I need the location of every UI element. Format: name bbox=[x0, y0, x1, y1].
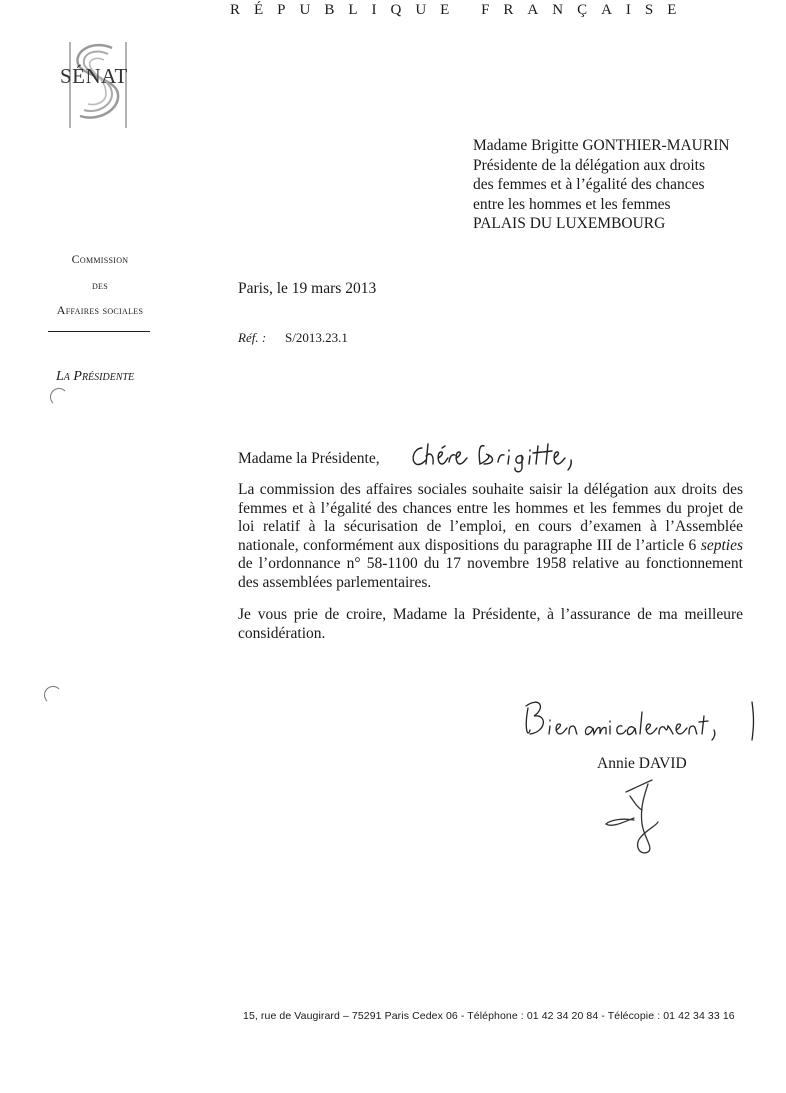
sender-title: La Présidente bbox=[56, 369, 135, 384]
addressee-title-3: entre les hommes et les femmes bbox=[473, 195, 671, 213]
commission-divider bbox=[48, 331, 150, 332]
addressee-name: Madame Brigitte GONTHIER-MAURIN bbox=[473, 137, 730, 154]
logo-text: SÉNAT bbox=[60, 64, 128, 88]
reference-value: S/2013.23.1 bbox=[285, 330, 348, 345]
footer-address: 15, rue de Vaugirard – 75291 Paris Cedex 06 - Téléphone : 01 42 34 20 84 - Télécopie : 01 42 34 33 16 bbox=[243, 1010, 735, 1022]
signatory-name: Annie DAVID bbox=[597, 755, 687, 772]
addressee-title: Présidente de la délégation aux droits bbox=[473, 156, 706, 174]
addressee-title-2: des femmes et à l’égalité des chances bbox=[473, 176, 705, 193]
punch-hole bbox=[44, 686, 62, 704]
commission-line-1: Commission bbox=[71, 252, 129, 266]
body-text-2: de l’ordonnance n° 58-1100 du 17 novembre 1958 relative au fonctionnement des assemblées parlementaires. bbox=[238, 555, 743, 591]
handwritten-greeting bbox=[408, 438, 583, 477]
commission-line-3: Affaires sociales bbox=[56, 303, 144, 317]
addressee-place: PALAIS DU LUXEMBOURG bbox=[473, 215, 666, 232]
addressee-block bbox=[473, 136, 730, 234]
reference-label: Réf. : bbox=[238, 330, 267, 345]
republic-header: RÉPUBLIQUE FRANÇAISE bbox=[230, 2, 691, 18]
sender-commission bbox=[40, 247, 160, 324]
closing-paragraph: Je vous prie de croire, Madame la Présidente, à l’assurance de ma meilleure considération. bbox=[238, 606, 743, 642]
commission-line-2: des bbox=[91, 277, 108, 292]
reference bbox=[238, 330, 348, 346]
letter-date: Paris, le 19 mars 2013 bbox=[238, 280, 377, 297]
body-paragraph bbox=[238, 481, 743, 593]
body-text-1: La commission des affaires sociales souhaite saisir la délégation aux droits des femmes et à l’égalité des chances entre les hommes et les femmes du projet de loi relatif à la sécurisation de l’emploi, en cours d’examen à l’Assemblée nationale, conformément aux dispositions du paragraphe III de l’article 6 bbox=[238, 481, 743, 554]
punch-hole bbox=[50, 388, 68, 406]
salutation: Madame la Présidente, bbox=[238, 450, 380, 467]
body-text-italic: septies bbox=[700, 536, 743, 554]
signature-scribble bbox=[604, 778, 674, 861]
handwritten-closing bbox=[522, 690, 767, 753]
